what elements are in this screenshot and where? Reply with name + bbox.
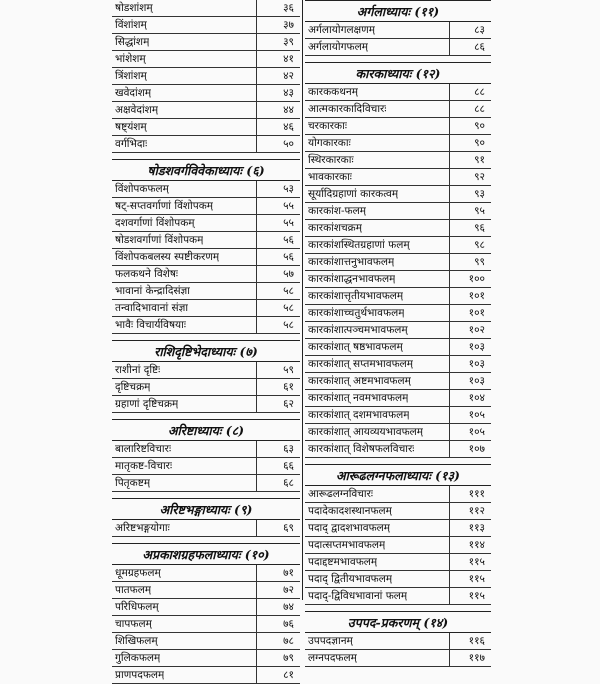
entry-title: पदाद् द्वितीयभावफलम् [308, 573, 393, 585]
contents-column-left [112, 0, 300, 684]
contents-entry [112, 232, 300, 249]
entry-title: कारकांशात् नवमभावफलम् [308, 392, 409, 404]
entry-title: राशीनां दृष्टिः [115, 364, 161, 376]
contents-entry [305, 537, 491, 554]
entry-page-number: ३९ [283, 36, 294, 48]
entry-page-number: ५८ [283, 319, 294, 331]
entry-title: कारकांशात् आयव्ययभावफलम् [308, 426, 424, 438]
entry-title: अर्गलायोगफलम् [308, 41, 368, 53]
entry-page-number: ६६ [283, 460, 294, 472]
entry-title: खवेदांशम् [115, 87, 152, 99]
entry-title: स्थिरकारकाः [308, 154, 354, 166]
entry-page-number: १०३ [468, 341, 485, 353]
contents-entry [112, 68, 300, 85]
entry-title: कारकांश-फलम् [308, 205, 367, 217]
entry-title: कारकांशात् अष्टमभावफलम् [308, 375, 411, 387]
entry-page-number: ११३ [468, 522, 485, 534]
contents-entry [305, 169, 491, 186]
contents-entry [112, 667, 300, 684]
entry-title: कारकांशात् सप्तमभावफलम् [308, 358, 414, 370]
entry-title: चापफलम् [115, 618, 152, 630]
chapter-heading: षोडशवर्गविवेकाध्यायः (६) [112, 159, 300, 181]
entry-title: कारकांशात्तृतीयभावफलम् [308, 290, 404, 302]
entry-title: पदादेकादशस्थानफलम् [308, 505, 392, 517]
contents-entry [305, 254, 491, 271]
entry-page-number: १०५ [468, 426, 485, 438]
entry-page-number: ६३ [283, 443, 294, 455]
contents-entry [305, 356, 491, 373]
entry-page-number: ९१ [474, 154, 485, 166]
entry-title: पदाद्-द्विविधभावानां फलम् [308, 590, 408, 602]
contents-entry [112, 520, 300, 537]
contents-entry [305, 424, 491, 441]
chapter-heading: कारकाध्यायः (१२) [305, 62, 491, 84]
entry-page-number: ९९ [474, 256, 485, 268]
entry-title: आत्मकारकादिविचारः [308, 103, 387, 115]
contents-entry [112, 599, 300, 616]
chapter-heading: अरिष्टाध्यायः (८) [112, 419, 300, 441]
entry-title: षट्-सप्तवर्गाणां विंशोपकम् [115, 200, 214, 212]
contents-entry [112, 582, 300, 599]
contents-entry [305, 237, 491, 254]
entry-page-number: १०७ [468, 443, 485, 455]
contents-entry [305, 373, 491, 390]
contents-entry [305, 322, 491, 339]
entry-title: उपपदज्ञानम् [308, 635, 353, 647]
contents-entry [305, 186, 491, 203]
contents-entry [112, 362, 300, 379]
contents-entry [112, 0, 300, 17]
entry-page-number: ५७ [283, 268, 294, 280]
entry-title: प्राणपदफलम् [115, 669, 165, 681]
entry-title: पदाद्दष्टमभावफलम् [308, 556, 378, 568]
entry-title: सूर्यादिग्रहाणां कारकत्वम् [308, 188, 399, 200]
entry-page-number: ५६ [283, 234, 294, 246]
contents-entry [305, 554, 491, 571]
entry-page-number: ७२ [283, 584, 294, 596]
column-divider [302, 0, 303, 600]
contents-entry [305, 118, 491, 135]
entry-page-number: ४४ [283, 104, 294, 116]
entry-title: तन्वादिभावानां संज्ञा [115, 302, 189, 314]
entry-page-number: ५८ [283, 285, 294, 297]
entry-page-number: ११२ [468, 505, 485, 517]
entry-page-number: ११६ [468, 635, 485, 647]
contents-entry [305, 220, 491, 237]
contents-entry [112, 616, 300, 633]
entry-page-number: ११५ [468, 590, 485, 602]
entry-title: शिखिफलम् [115, 635, 158, 647]
entry-page-number: १०३ [468, 375, 485, 387]
entry-title: धूमग्रहफलम् [115, 567, 161, 579]
entry-page-number: १०२ [468, 324, 485, 336]
entry-title: पातफलम् [115, 584, 152, 596]
entry-title: दृष्टिचक्रम् [115, 381, 151, 393]
entry-page-number: ९३ [474, 188, 485, 200]
entry-title: त्रिंशांशम् [115, 70, 147, 82]
entry-title: षोडशांशम् [115, 2, 153, 14]
entry-title: विंशोपकफलम् [115, 183, 169, 195]
contents-entry [112, 565, 300, 582]
entry-page-number: ६१ [283, 381, 294, 393]
entry-title: कारककथनम् [308, 86, 359, 98]
entry-title: कारकांशात् षष्ठभावफलम् [308, 341, 403, 353]
entry-page-number: ९८ [474, 239, 485, 251]
entry-title: सिद्धांशम् [115, 36, 150, 48]
entry-page-number: ७१ [283, 567, 294, 579]
contents-entry [112, 458, 300, 475]
contents-entry [112, 300, 300, 317]
contents-entry [112, 198, 300, 215]
entry-page-number: ६२ [283, 398, 294, 410]
entry-page-number: ५३ [283, 183, 294, 195]
entry-title: वर्गभिदाः [115, 138, 148, 150]
chapter-heading: आरूढलग्नफलाध्यायः (१३) [305, 464, 491, 486]
contents-entry [112, 102, 300, 119]
contents-entry [305, 520, 491, 537]
chapter-heading: राशिदृष्टिभेदाध्यायः (७) [112, 340, 300, 362]
contents-entry [112, 51, 300, 68]
entry-page-number: ९० [474, 137, 485, 149]
contents-entry [305, 288, 491, 305]
contents-entry [305, 203, 491, 220]
contents-entry [112, 633, 300, 650]
entry-page-number: ६९ [283, 522, 294, 534]
entry-page-number: १०४ [468, 392, 485, 404]
entry-title: दशवर्गाणां विंशोपकम् [115, 217, 195, 229]
contents-entry [305, 390, 491, 407]
entry-title: कारकांशस्थितग्रहाणां फलम् [308, 239, 410, 251]
entry-page-number: ५५ [283, 200, 294, 212]
entry-title: फलकथने विशेषः [115, 268, 179, 280]
entry-page-number: ९२ [474, 171, 485, 183]
entry-page-number: ५० [283, 138, 294, 150]
chapter-heading: अर्गलाध्यायः (११) [305, 0, 491, 22]
entry-page-number: ८१ [283, 669, 294, 681]
entry-page-number: ११५ [468, 573, 485, 585]
entry-page-number: ८३ [474, 24, 485, 36]
entry-page-number: १०१ [468, 290, 485, 302]
entry-title: बालारिष्टविचारः [115, 443, 172, 455]
entry-title: योगकारकाः [308, 137, 351, 149]
entry-title: कारकांशात् विशेषफलविचारः [308, 443, 415, 455]
entry-page-number: ११५ [468, 556, 485, 568]
entry-title: षष्ट्यंशम् [115, 121, 147, 133]
contents-entry [112, 85, 300, 102]
entry-title: विंशांशम् [115, 19, 147, 31]
entry-title: पदात्सप्तमभावफलम् [308, 539, 386, 551]
entry-title: पदाद् द्वादशभावफलम् [308, 522, 391, 534]
entry-page-number: १०१ [468, 307, 485, 319]
contents-entry [305, 22, 491, 39]
contents-entry [112, 119, 300, 136]
entry-title: गुलिकफलम् [115, 652, 161, 664]
contents-entry [305, 503, 491, 520]
contents-entry [305, 39, 491, 56]
entry-page-number: ७४ [283, 601, 294, 613]
entry-page-number: ५९ [283, 364, 294, 376]
entry-title: कारकांशात् दशमभावफलम् [308, 409, 410, 421]
contents-entry [305, 84, 491, 101]
entry-page-number: १०५ [468, 409, 485, 421]
contents-entry [112, 17, 300, 34]
entry-title: आरूढलग्नविचारः [308, 488, 374, 500]
entry-page-number: १०० [468, 273, 485, 285]
contents-entry [305, 486, 491, 503]
contents-entry [112, 215, 300, 232]
chapter-heading: अरिष्टभङ्गाध्यायः (९) [112, 498, 300, 520]
entry-title: विंशोपकबलस्य स्पष्टीकरणम् [115, 251, 220, 263]
entry-page-number: ३६ [283, 2, 294, 14]
contents-entry [305, 588, 491, 605]
entry-page-number: ५६ [283, 251, 294, 263]
contents-entry [112, 136, 300, 153]
contents-entry [305, 407, 491, 424]
entry-title: अरिष्टभङ्गयोगाः [115, 522, 170, 534]
entry-title: कारकांशाद्धनभावफलम् [308, 273, 396, 285]
contents-entry [305, 152, 491, 169]
contents-column-right [305, 0, 491, 667]
contents-entry [112, 441, 300, 458]
contents-entry [112, 379, 300, 396]
chapter-heading: अप्रकाशग्रहफलाध्यायः (१०) [112, 543, 300, 565]
entry-page-number: ४२ [283, 70, 294, 82]
entry-page-number: १०३ [468, 358, 485, 370]
contents-entry [112, 266, 300, 283]
entry-page-number: ७८ [283, 635, 294, 647]
entry-title: भांशेशम् [115, 53, 146, 65]
contents-entry [112, 475, 300, 492]
entry-title: कारकांशात्तनुभावफलम् [308, 256, 395, 268]
entry-title: अक्षवेदांशम् [115, 104, 159, 116]
entry-page-number: ४६ [283, 121, 294, 133]
entry-page-number: ४३ [283, 87, 294, 99]
entry-title: भावैः विचार्यविषयाः [115, 319, 186, 331]
contents-entry [112, 283, 300, 300]
entry-title: ग्रहाणां दृष्टिचक्रम् [115, 398, 179, 410]
contents-entry [305, 441, 491, 458]
chapter-heading: उपपद-प्रकरणम् (१४) [305, 611, 491, 633]
entry-title: कारकांशचक्रम् [308, 222, 363, 234]
entry-title: परिधिफलम् [115, 601, 159, 613]
entry-page-number: ६८ [283, 477, 294, 489]
entry-page-number: ३७ [283, 19, 294, 31]
entry-page-number: ९० [474, 120, 485, 132]
entry-page-number: ८६ [474, 41, 485, 53]
contents-entry [305, 633, 491, 650]
contents-entry [305, 650, 491, 667]
entry-title: पितृकष्टम् [115, 477, 151, 489]
contents-entry [305, 101, 491, 118]
entry-page-number: १११ [468, 488, 485, 500]
entry-page-number: ११७ [468, 652, 485, 664]
entry-title: षोडशवर्गाणां विंशोपकम् [115, 234, 204, 246]
entry-page-number: ९६ [474, 222, 485, 234]
entry-title: भावकारकाः [308, 171, 352, 183]
contents-entry [112, 650, 300, 667]
entry-page-number: ७६ [283, 618, 294, 630]
entry-title: अर्गलायोगलक्षणम् [308, 24, 376, 36]
entry-page-number: ५५ [283, 217, 294, 229]
entry-title: भावानां केन्द्रादिसंज्ञा [115, 285, 190, 297]
entry-title: कारकांशात्पञ्चमभावफलम् [308, 324, 408, 336]
entry-title: लग्नपदफलम् [308, 652, 357, 664]
contents-entry [112, 181, 300, 198]
entry-page-number: ११४ [468, 539, 485, 551]
entry-title: चरकारकाः [308, 120, 347, 132]
contents-entry [112, 34, 300, 51]
contents-entry [112, 249, 300, 266]
entry-page-number: ८८ [474, 103, 485, 115]
entry-page-number: ७९ [283, 652, 294, 664]
entry-page-number: ९५ [474, 205, 485, 217]
entry-page-number: ८८ [474, 86, 485, 98]
entry-title: मातृकष्ट-विचारः [115, 460, 173, 472]
contents-entry [305, 571, 491, 588]
entry-title: कारकांशाच्चतुर्थभावफलम् [308, 307, 405, 319]
entry-page-number: ५८ [283, 302, 294, 314]
contents-entry [305, 305, 491, 322]
contents-entry [112, 317, 300, 334]
contents-entry [305, 135, 491, 152]
entry-page-number: ४१ [283, 53, 294, 65]
contents-entry [305, 271, 491, 288]
contents-entry [112, 396, 300, 413]
contents-entry [305, 339, 491, 356]
